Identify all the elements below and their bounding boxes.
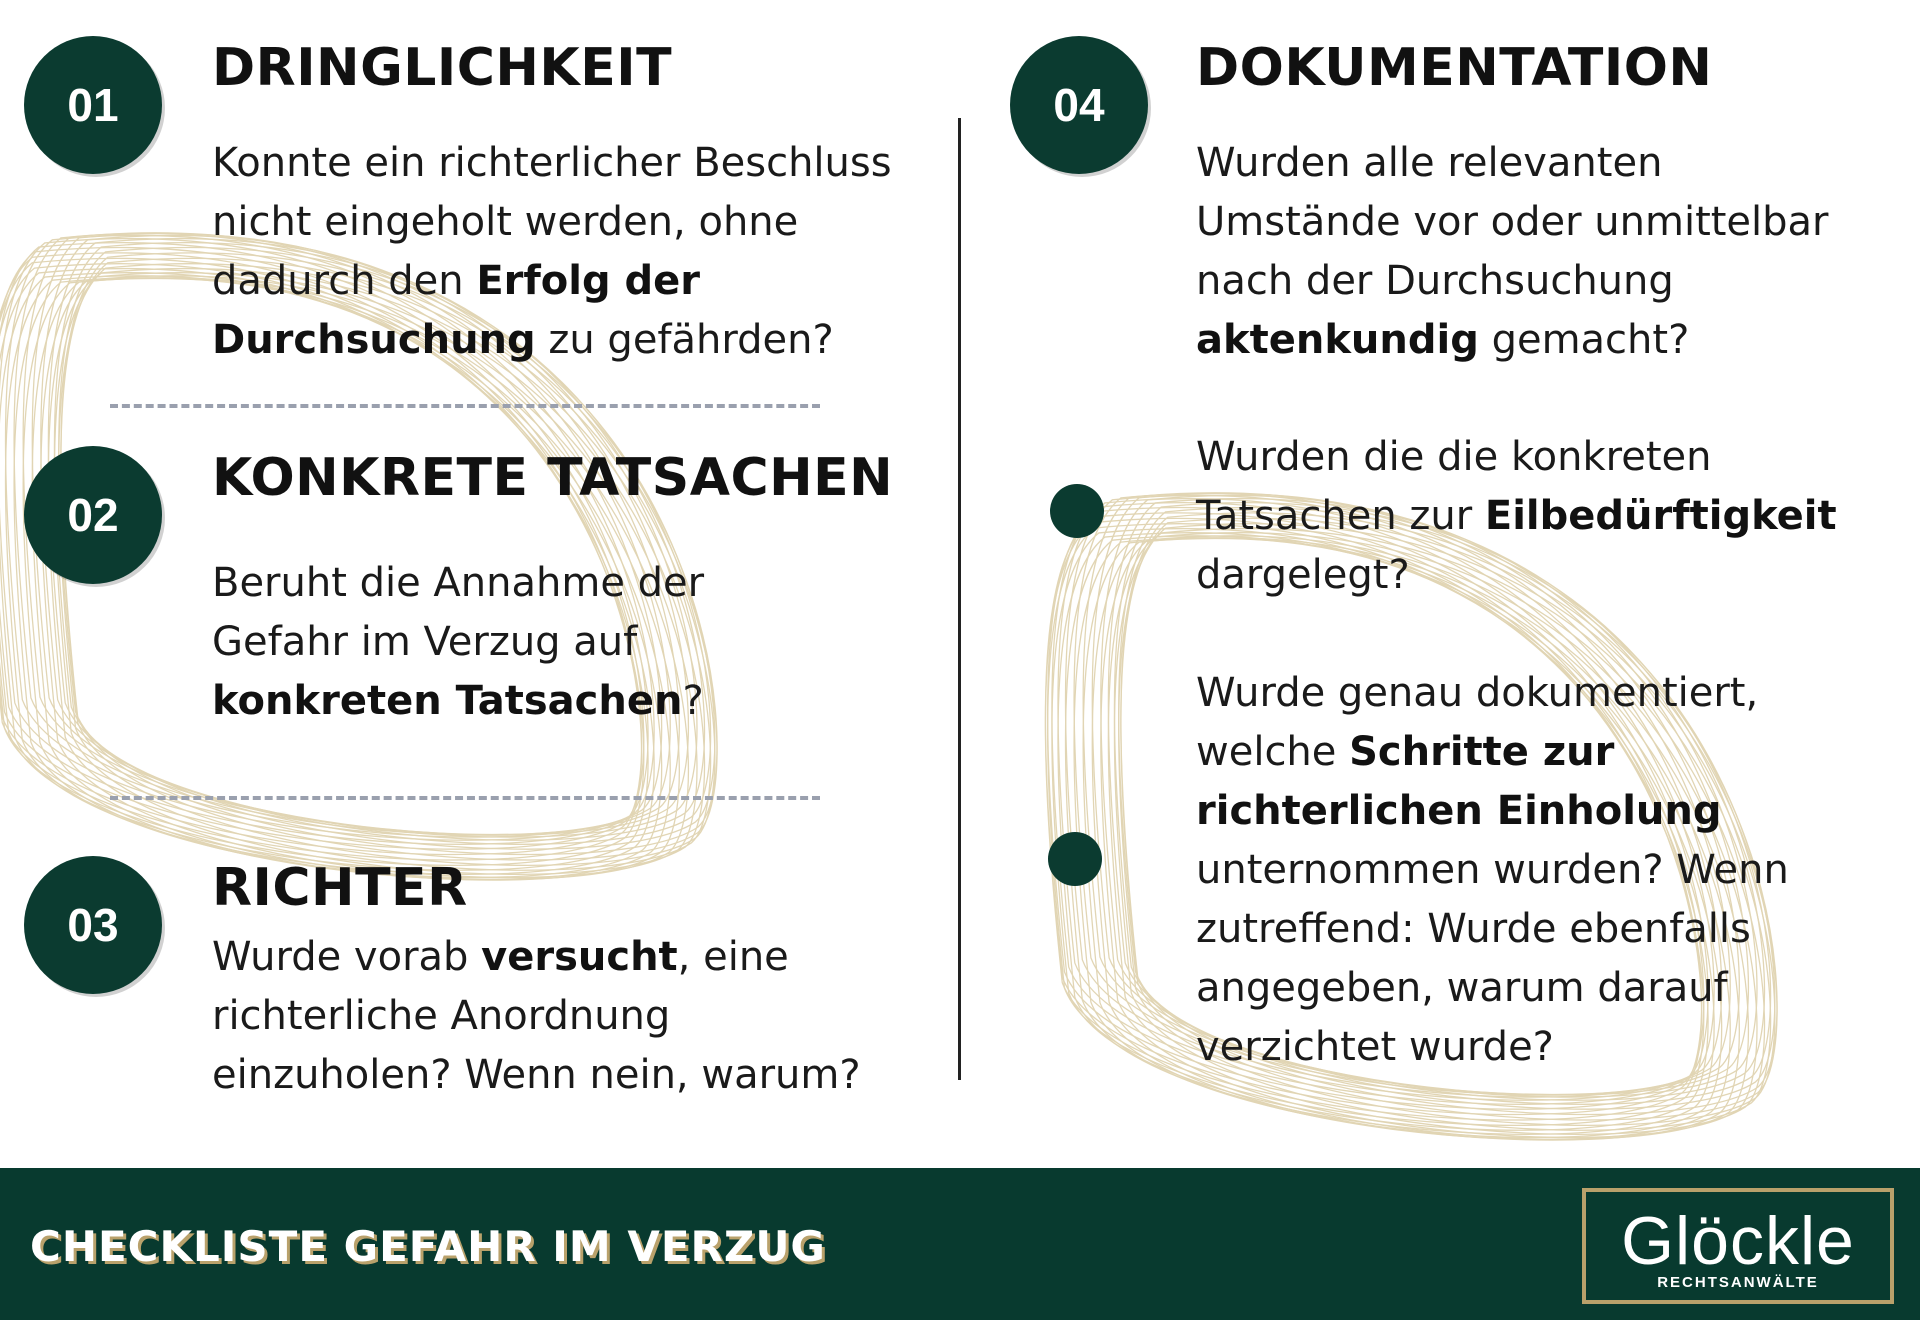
section-title-dokumentation: DOKUMENTATION xyxy=(1196,38,1713,98)
section-text-richter: Wurde vorab versucht, eine richterliche Anordnung einzuholen? Wenn nein, warum? xyxy=(212,934,861,1098)
step-number-badge-02 xyxy=(24,446,162,584)
footer-bar xyxy=(0,1168,1920,1320)
step-number: 02 xyxy=(67,489,119,541)
bullet-dot xyxy=(1048,832,1102,886)
dashed-divider xyxy=(110,404,820,408)
section-text-dokumentation: Wurden alle relevanten Umstände vor oder unmittelbar nach der Durchsuchung aktenkundig gemacht? xyxy=(1196,140,1829,363)
step-number-badge-01 xyxy=(24,36,162,174)
step-number: 03 xyxy=(67,899,119,951)
bullet-dot xyxy=(1050,484,1104,538)
company-logo xyxy=(1582,1188,1894,1304)
column-separator xyxy=(958,118,961,1080)
logo-name: Glöckle xyxy=(1621,1203,1855,1279)
dashed-divider xyxy=(110,796,820,800)
section-text-dringlichkeit: Konnte ein richterlicher Beschluss nicht eingeholt werden, ohne dadurch den Erfolg der Durchsuchung zu gefährden? xyxy=(212,140,892,363)
step-number: 01 xyxy=(67,79,119,131)
section-title-konkrete-tatsachen: KONKRETE TATSACHEN xyxy=(212,448,894,508)
bullet-text-schritte: Wurde genau dokumentiert, welche Schritte zur richterlichen Einholung unternommen wurden? Wenn zutreffend: Wurde ebenfalls angegeben, warum darauf verzichtet wurde? xyxy=(1196,670,1789,1070)
section-title-richter: RICHTER xyxy=(212,858,468,918)
section-title-dringlichkeit: DRINGLICHKEIT xyxy=(212,38,673,98)
step-number: 04 xyxy=(1053,79,1105,131)
bullet-text-eilbeduerftigkeit: Wurden die die konkreten Tatsachen zur Eilbedürftigkeit dargelegt? xyxy=(1196,434,1837,598)
section-text-konkrete-tatsachen: Beruht die Annahme der Gefahr im Verzug auf konkreten Tatsachen? xyxy=(212,560,705,724)
logo-subtitle: RECHTSANWÄLTE xyxy=(1657,1274,1819,1291)
step-number-badge-04 xyxy=(1010,36,1148,174)
step-number-badge-03 xyxy=(24,856,162,994)
footer-title: CHECKLISTE GEFAHR IM VERZUG xyxy=(30,1222,826,1271)
